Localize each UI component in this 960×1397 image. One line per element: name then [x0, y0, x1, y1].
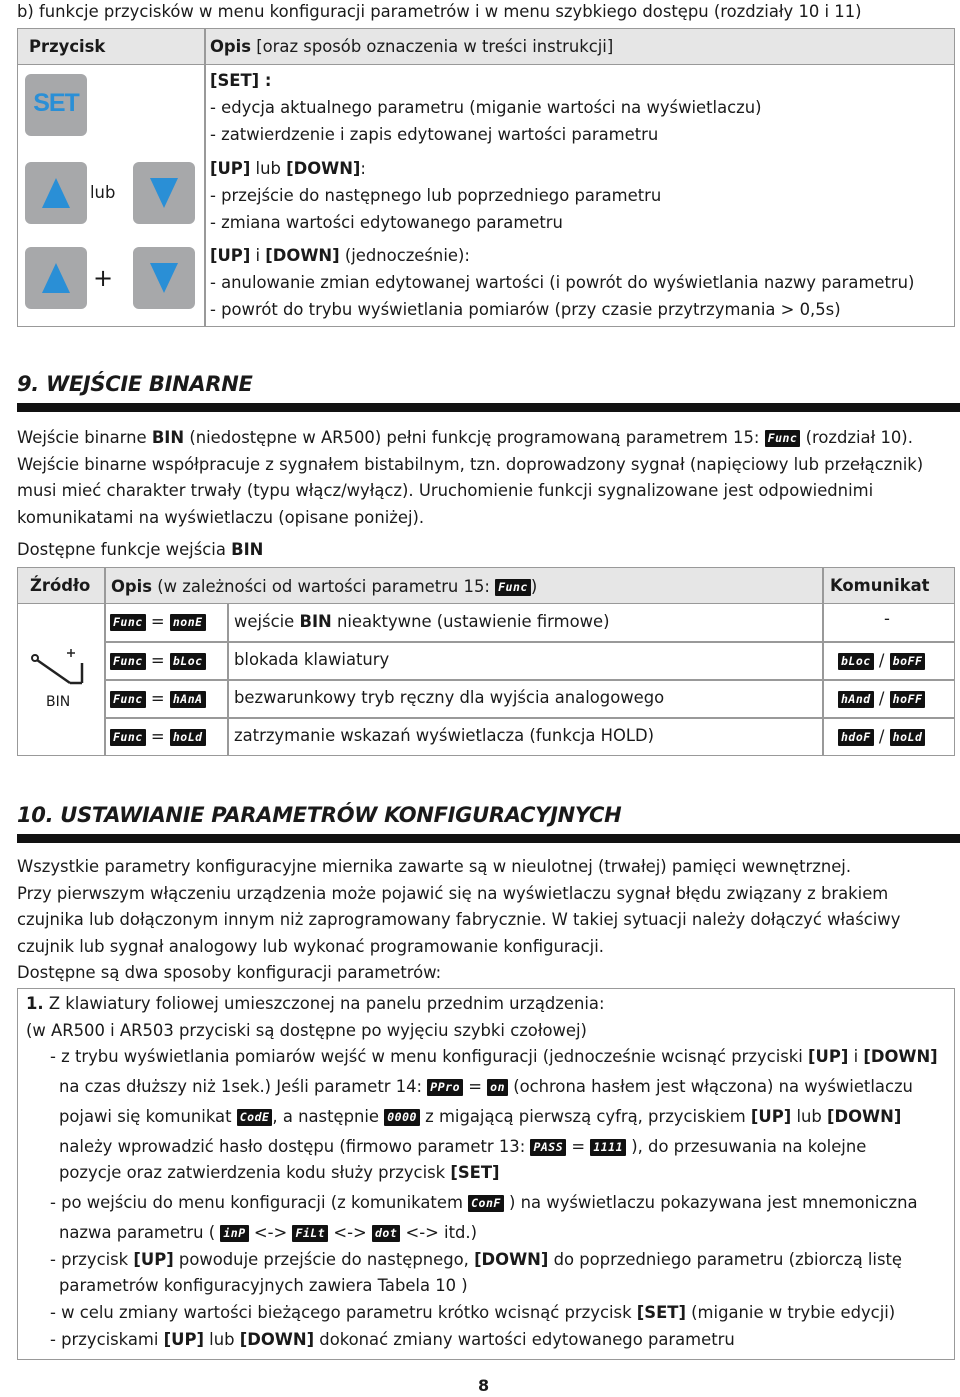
lcd-value: hoFF — [890, 691, 926, 708]
table-row — [110, 688, 206, 710]
button-functions-table — [17, 28, 955, 327]
row-set-desc — [210, 67, 762, 148]
row3-mid: i — [250, 246, 266, 265]
row2-mid: lub — [250, 159, 287, 178]
lub-label: lub — [90, 183, 116, 202]
box-line: parametrów konfiguracyjnych zawiera Tabela 10 ) — [59, 1276, 468, 1295]
t: [SET] — [450, 1163, 500, 1182]
lcd-value: FiLt — [292, 1225, 328, 1242]
lcd-value: 1111 — [590, 1139, 626, 1156]
lcd-value: hoLd — [170, 729, 206, 746]
t: i — [848, 1047, 864, 1066]
t: (miganie w trybie edycji) — [685, 1303, 896, 1322]
table-row — [110, 611, 206, 633]
box-line — [50, 1329, 735, 1351]
row-updown-line2: - przejście do następnego lub poprzedniego parametru — [210, 186, 662, 205]
t: - w celu zmiany wartości bieżącego parametru krótko wcisnąć przycisk — [50, 1303, 637, 1322]
lcd-value: hAnA — [170, 691, 206, 708]
column-divider — [104, 568, 106, 755]
lcd-value: nonE — [170, 614, 206, 631]
lcd-value: on — [487, 1079, 508, 1096]
lcd-value: inP — [220, 1225, 248, 1242]
box-line — [50, 1249, 902, 1271]
p5b: BIN — [231, 540, 264, 559]
header-opis — [111, 576, 537, 598]
row2-end: : — [360, 159, 366, 178]
header-opis-bold: Opis — [210, 37, 252, 56]
row-divider — [104, 717, 954, 719]
row-msg — [838, 650, 925, 672]
section-10-text — [17, 854, 947, 987]
box-line — [59, 1162, 500, 1184]
s10-line: Wszystkie parametry konfiguracyjne miernika zawarte są w nieulotnej (trwałej) pamięci wewnętrznej. — [17, 857, 852, 876]
desc-c: nieaktywne (ustawienie firmowe) — [331, 612, 610, 631]
lcd-value: 0000 — [384, 1109, 420, 1126]
row-set-line3: - zatwierdzenie i zapis edytowanej wartości parametru — [210, 125, 659, 144]
h2-end: ) — [530, 577, 538, 596]
row-desc — [234, 611, 609, 633]
p4: komunikatami na wyświetlaczu (opisane poniżej). — [17, 507, 425, 527]
set-key-icon — [25, 74, 87, 136]
t: - z trybu wyświetlania pomiarów wejść w menu konfiguracji (jednocześnie wcisnąć przyciski — [50, 1047, 809, 1066]
page-number: 8 — [478, 1376, 490, 1395]
set-key-label: SET — [33, 89, 79, 117]
switch-icon — [30, 648, 90, 693]
t: powoduje przejście do następnego, — [173, 1250, 475, 1269]
row-updown-line3: - zmiana wartości edytowanego parametru — [210, 213, 563, 232]
box-line — [50, 1302, 895, 1324]
t: = — [463, 1077, 488, 1096]
row-desc: zatrzymanie wskazań wyświetlacza (funkcja HOLD) — [234, 726, 655, 745]
section-9-title: 9. WEJŚCIE BINARNE — [17, 372, 253, 396]
item-number: 1. — [26, 994, 44, 1013]
t: pozycje oraz zatwierdzenia kodu służy przycisk — [59, 1163, 451, 1182]
lcd-value: Func — [110, 729, 146, 746]
row-updown-desc — [210, 155, 661, 236]
box-line — [59, 1222, 477, 1244]
equals: = — [150, 612, 165, 631]
t: <-> — [328, 1223, 372, 1242]
header-komunikat: Komunikat — [830, 576, 930, 595]
p3: musi mieć charakter trwały (typu włącz/wyłącz). Uruchomienie funkcji sygnalizowane jest odpowiednimi — [17, 481, 874, 500]
p1a: Wejście binarne — [17, 428, 152, 447]
t: = — [566, 1137, 591, 1156]
binary-input-table — [17, 567, 955, 756]
table-row — [110, 726, 206, 748]
box-line — [59, 1076, 913, 1098]
down-key-icon — [133, 162, 195, 224]
t: [DOWN] — [239, 1330, 315, 1349]
s10-line: Dostępne są dwa sposoby konfiguracji parametrów: — [17, 963, 442, 982]
t: [UP] — [750, 1107, 792, 1126]
box-line — [50, 1192, 918, 1214]
lcd-value: hoLd — [890, 729, 926, 746]
h2-rest: (w zależności od wartości parametru 15: — [152, 577, 496, 596]
t: - przyciskami — [50, 1330, 164, 1349]
lcd-value: PASS — [530, 1139, 566, 1156]
lcd-value: hAnd — [838, 691, 874, 708]
s10-line: czujnika lub dołączonym innym niż zaprogramowany fabrycznie. W takiej sytuacji należy dołączyć właściwy — [17, 910, 901, 929]
t: [UP] — [133, 1250, 174, 1269]
lcd-value: Func — [110, 691, 146, 708]
p1d: (rozdział 10). — [800, 428, 913, 447]
t: pojawi się komunikat — [59, 1107, 237, 1126]
header-przycisk: Przycisk — [29, 37, 106, 56]
up-label: [UP] — [210, 159, 251, 178]
t: <-> — [248, 1223, 293, 1242]
row3-end: (jednocześnie): — [339, 246, 470, 265]
header-opis — [210, 33, 613, 60]
t: dokonać zmiany wartości edytowanego parametru — [314, 1330, 735, 1349]
row-set-line1: [SET] : — [210, 71, 272, 90]
lcd-func: Func — [765, 430, 801, 447]
box-line: (w AR500 i AR503 przyciski są dostępne po wyjęciu szybki czołowej) — [26, 1021, 587, 1040]
box-line — [59, 1136, 866, 1158]
t: [SET] — [636, 1303, 686, 1322]
row-both-line3: - powrót do trybu wyświetlania pomiarów (przy czasie przytrzymania > 0,5s) — [210, 300, 841, 319]
section-10-title: 10. USTAWIANIE PARAMETRÓW KONFIGURACYJNYCH — [17, 803, 622, 827]
slash: / — [878, 689, 885, 708]
column-divider — [204, 29, 206, 326]
row-msg — [838, 688, 925, 710]
section-9-text — [17, 425, 947, 564]
bin-label: BIN — [46, 694, 71, 710]
t: ), do przesuwania na kolejne — [626, 1137, 867, 1156]
row-desc: blokada klawiatury — [234, 650, 390, 669]
column-divider — [822, 568, 824, 755]
up-key-icon-2 — [25, 247, 87, 309]
p5a: Dostępne funkcje wejścia — [17, 540, 232, 559]
p1b: BIN — [151, 428, 185, 447]
s10-line: czujnik lub sygnał analogowy lub wykonać programowanie konfiguracji. — [17, 936, 604, 956]
p1c: (niedostępne w AR500) pełni funkcję programowaną parametrem 15: — [184, 428, 765, 447]
t: [UP] — [163, 1330, 204, 1349]
table-row — [110, 650, 206, 672]
t: - po wejściu do menu konfiguracji (z komunikatem — [50, 1193, 469, 1212]
lcd-value: PPro — [427, 1079, 463, 1096]
lcd-value: bLoc — [838, 653, 874, 670]
lcd-value: bLoc — [170, 653, 206, 670]
slash: / — [878, 651, 885, 670]
p2: Wejście binarne współpracuje z sygnałem bistabilnym, tzn. doprowadzony sygnał (napięciowy lub przełącznik) — [17, 454, 924, 474]
slash: / — [878, 727, 885, 746]
t: - przycisk — [50, 1250, 134, 1269]
t: z migającą pierwszą cyfrą, przyciskiem — [419, 1107, 751, 1126]
down-label: [DOWN] — [286, 159, 361, 178]
box-line — [50, 1046, 938, 1068]
equals: = — [150, 689, 165, 708]
t: należy wprowadzić hasło dostępu (firmowo parametr 13: — [59, 1137, 531, 1156]
row-divider — [104, 641, 954, 643]
up-label-2: [UP] — [210, 246, 251, 265]
t: [UP] — [808, 1047, 849, 1066]
lcd-value: Func — [110, 653, 146, 670]
up-key-icon — [25, 162, 87, 224]
plus-label: + — [93, 264, 114, 292]
lcd-value: Func — [110, 614, 146, 631]
t: <-> itd.) — [400, 1223, 478, 1242]
down-label-2: [DOWN] — [265, 246, 340, 265]
row-msg: - — [884, 609, 890, 628]
row-msg — [838, 726, 925, 748]
section-9-rule — [17, 403, 960, 412]
t: lub — [203, 1330, 240, 1349]
h2-bold: Opis — [111, 577, 153, 596]
down-key-icon-2 — [133, 247, 195, 309]
lcd-value: boFF — [890, 653, 926, 670]
lcd-value: hdoF — [838, 729, 874, 746]
t: lub — [791, 1107, 828, 1126]
t: do poprzedniego parametru (zbiorczą listę — [548, 1250, 903, 1269]
lcd-value: CodE — [237, 1109, 273, 1126]
s10-line: Przy pierwszym włączeniu urządzenia może pojawić się na wyświetlaczu sygnał błędu związany z brakiem — [17, 883, 889, 903]
section-heading-b: b) funkcje przycisków w menu konfiguracji parametrów i w menu szybkiego dostępu (rozdziały 10 i 11) — [17, 2, 862, 21]
t: [DOWN] — [863, 1047, 938, 1066]
t: na czas dłuższy niż 1sek.) Jeśli parametr 14: — [59, 1077, 428, 1096]
desc-b: BIN — [299, 612, 332, 631]
box-line — [59, 1106, 901, 1128]
row-divider — [104, 679, 954, 681]
t: nazwa parametru ( — [59, 1223, 221, 1242]
header-zrodlo: Źródło — [30, 576, 91, 595]
row-set-line2: - edycja aktualnego parametru (miganie wartości na wyświetlaczu) — [210, 98, 762, 117]
config-instructions-box — [17, 988, 955, 1360]
t: (ochrona hasłem jest włączona) na wyświetlaczu — [508, 1077, 913, 1096]
lcd-value: ConF — [468, 1195, 504, 1212]
equals: = — [150, 727, 165, 746]
desc-a: wejście — [234, 612, 300, 631]
t: [DOWN] — [827, 1107, 902, 1126]
row-both-desc — [210, 242, 914, 323]
lcd-func: Func — [495, 579, 531, 596]
equals: = — [150, 651, 165, 670]
row-both-line2: - anulowanie zmian edytowanej wartości (i powrót do wyświetlania nazwy parametru) — [210, 273, 915, 292]
t: , a następnie — [272, 1107, 385, 1126]
header-opis-rest: [oraz sposób oznaczenia w treści instrukcji] — [251, 37, 614, 56]
t: ) na wyświetlaczu pokazywana jest mnemoniczna — [503, 1193, 918, 1212]
lcd-value: dot — [372, 1225, 400, 1242]
box-line: Z klawiatury foliowej umieszczonej na panelu przednim urządzenia: — [43, 994, 605, 1013]
section-10-rule — [17, 834, 960, 843]
row-desc: bezwarunkowy tryb ręczny dla wyjścia analogowego — [234, 688, 665, 707]
t: [DOWN] — [474, 1250, 549, 1269]
